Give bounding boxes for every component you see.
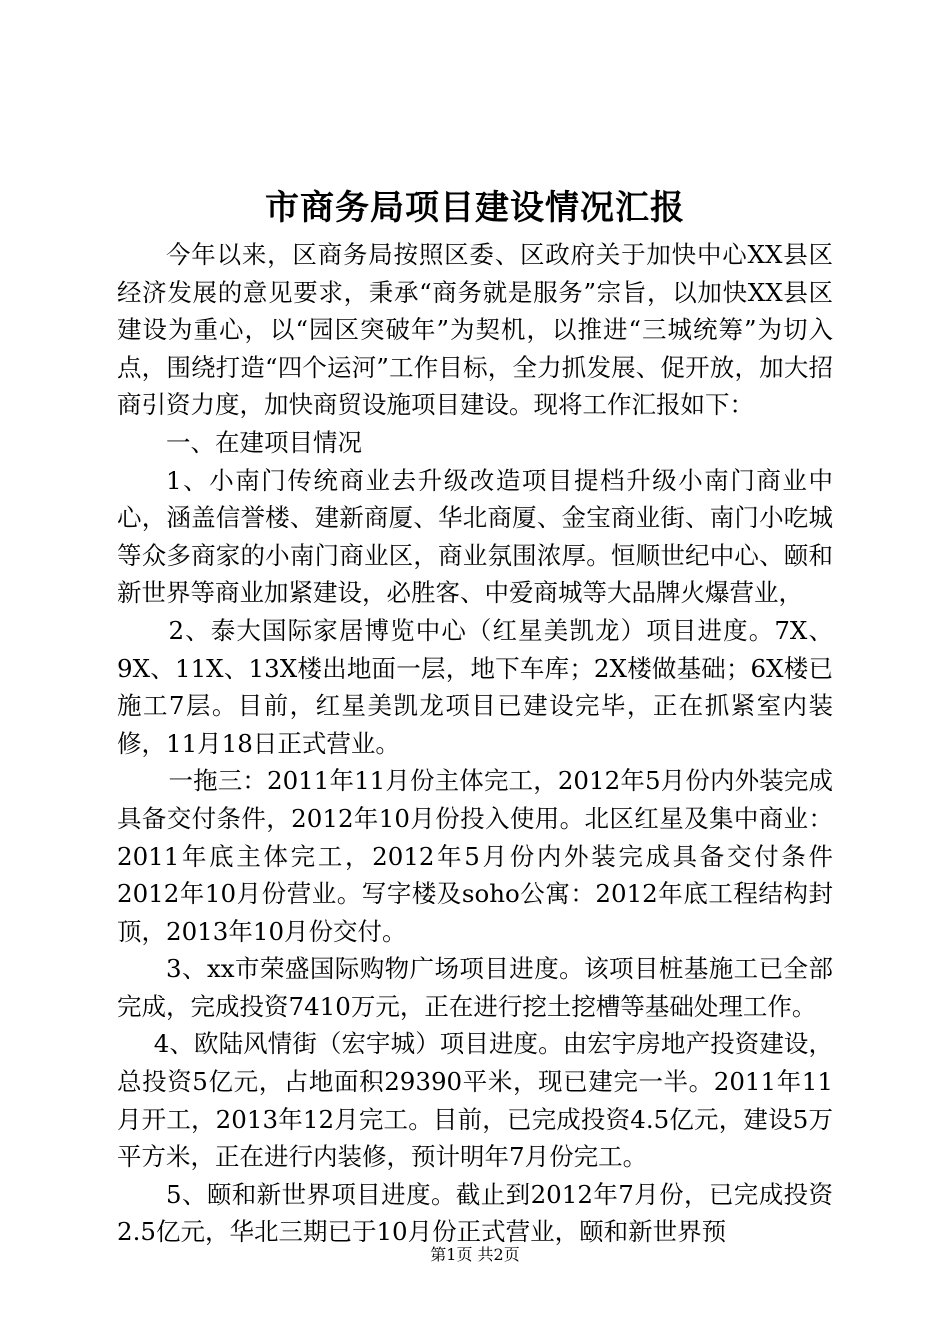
paragraph-item-5: 5、颐和新世界项目进度。截止到2012年7月份，已完成投资2.5亿元，华北三期已于10月份正式营业，颐和新世界预 (117, 1179, 833, 1247)
paragraph-item-2: 2、泰大国际家居博览中心（红星美凯龙）项目进度。7X、9X、11X、13X楼出地面一层，地下车库；2X楼做基础；6X楼已施工7层。目前，红星美凯龙项目已建设完毕，正在抓紧室内装修，11月18日正式营业。 (117, 615, 833, 758)
section-heading: 一、在建项目情况 (166, 427, 362, 457)
paragraph-intro: 今年以来，区商务局按照区委、区政府关于加快中心XX县区经济发展的意见要求，秉承“商务就是服务”宗旨，以加快XX县区建设为重心，以“园区突破年”为契机，以推进“三城统筹”为切入点，围绕打造“四个运河”工作目标，全力抓发展、促开放，加大招商引资力度，加快商贸设施项目建设。现将工作汇报如下： (117, 240, 833, 420)
paragraph-item-1: 1、小南门传统商业去升级改造项目提档升级小南门商业中心，涵盖信誉楼、建新商厦、华北商厦、金宝商业街、南门小吃城等众多商家的小南门商业区，商业氛围浓厚。恒顺世纪中心、颐和新世界等商业加紧建设，必胜客、中爱商城等大品牌火爆营业， (117, 465, 833, 608)
page-footer: 第1页 共2页 (430, 1245, 520, 1264)
paragraph-item-2-detail: 一拖三：2011年11月份主体完工，2012年5月份内外装完成具备交付条件，2012年10月份投入使用。北区红星及集中商业：2011年底主体完工，2012年5月份内外装完成具备交付条件2012年10月份营业。写字楼及soho公寓：2012年底工程结构封顶，2013年10月份交付。 (117, 766, 833, 946)
document-body (117, 236, 833, 1251)
document-title: 市商务局项目建设情况汇报 (265, 188, 685, 228)
paragraph-item-4: 4、欧陆风情街（宏宇城）项目进度。由宏宇房地产投资建设，总投资5亿元，占地面积29390平米，现已建完一半。2011年11月开工，2013年12月完工。目前，已完成投资4.5亿元，建设5万平方米，正在进行内装修，预计明年7月份完工。 (117, 1029, 833, 1172)
paragraph-item-3: 3、xx市荣盛国际购物广场项目进度。该项目桩基施工已全部完成，完成投资7410万元，正在进行挖土挖槽等基础处理工作。 (117, 954, 833, 1021)
